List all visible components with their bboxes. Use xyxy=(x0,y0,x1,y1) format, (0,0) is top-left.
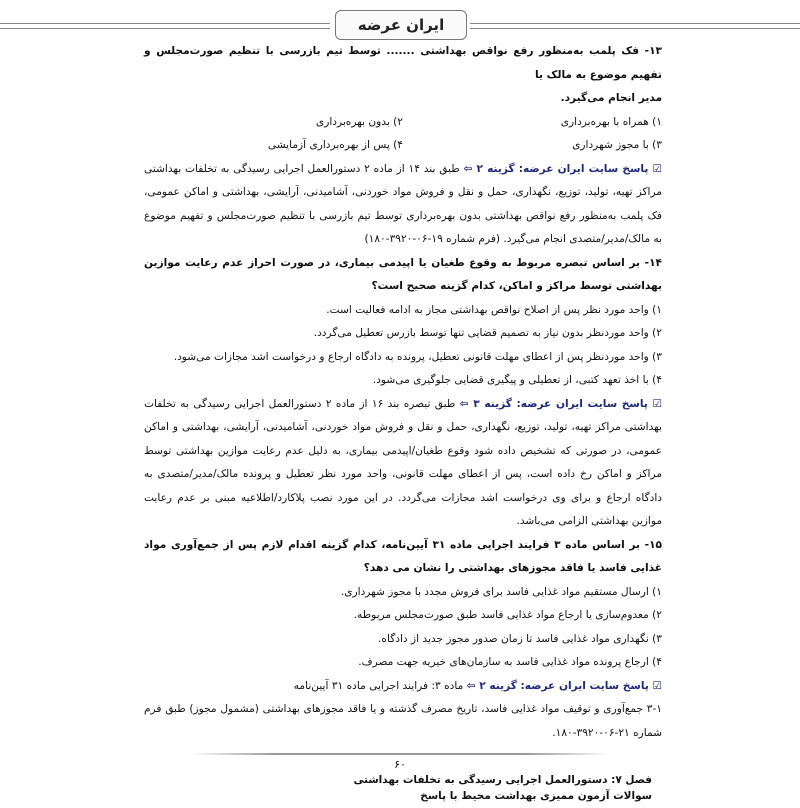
site-logo xyxy=(335,10,467,40)
option-3: ۳) با مجوز شهرداری xyxy=(572,139,662,151)
answer-label: ☑ پاسخ سایت ایران عرضه: گزینه ۲ ⇦ xyxy=(466,679,662,692)
question-13-cont: مدیر انجام می‌گیرد. xyxy=(560,92,662,104)
question-15: ۱۵- بر اساس ماده ۳ فرایند اجرایی ماده ۳۱ آیین‌نامه، کدام گزینه اقدام لازم پس از جمع‌آوری مواد غذایی فاسد یا فاقد مجوزهای بهداشتی را نشان می دهد؟ xyxy=(144,538,662,574)
header-divider xyxy=(470,23,800,29)
answer-14 xyxy=(144,393,662,534)
option-4: ۴) ارجاع پرونده مواد غذایی فاسد به سازمان‌های خیریه جهت مصرف. xyxy=(358,656,662,668)
question-text: ۱۳- فک پلمب به‌منظور رفع نواقص بهداشتی ....... توسط تیم بازرسی با تنظیم صورت‌مجلس و تفهیم موضوع به مالک یا xyxy=(144,45,662,81)
footer-divider xyxy=(190,753,610,755)
logo-text: ایران عرضه xyxy=(357,16,445,34)
answer-label: ☑ پاسخ سایت ایران عرضه: گزینه ۳ ⇦ xyxy=(459,397,662,410)
page-header xyxy=(0,8,800,38)
header-divider xyxy=(0,23,330,29)
option-4: ۴) با اخذ تعهد کتبی، از تعطیلی و پیگیری قضایی جلوگیری می‌شود. xyxy=(372,374,662,386)
answer-text: طبق بند ۱۴ از ماده ۲ دستورالعمل اجرایی رسیدگی به تخلفات بهداشتی مراکز تهیه، تولید، توزیع، نگهداری، حمل و نقل و فروش مواد خوردنی، آشامیدنی، آرایشی، بهداشتی و اماکن عمومی، فک پلمب به‌منظور رفع نواقص بهداشتی بدون بهره‌برداری توسط تیم بازرسی با تنظیم صورت‌مجلس و تفهیم موضوع به مالک/مدیر/متصدی انجام می‌گیرد. (فرم شماره ۱۹-۰۶-۳۹۲۰-۱۸۰) xyxy=(144,162,662,245)
answer-13 xyxy=(144,158,662,252)
question-13 xyxy=(144,40,662,87)
option-1: ۱) ارسال مستقیم مواد غذایی فاسد برای فروش مجدد با مجوز شهرداری. xyxy=(340,585,662,598)
answer-15 xyxy=(144,675,662,699)
answer-15-detail: ۳-۱ جمع‌آوری و توقیف مواد غذایی فاسد، تاریخ مصرف گذشته و یا فاقد مجوزهای بهداشتی (مشمول مجوز) طبق فرم شماره ۲۱-۰۶-۳۹۲۰-۱۸۰. xyxy=(144,703,662,739)
option-2: ۲) واحد موردنظر بدون نیاز به تصمیم قضایی تنها توسط بازرس تعطیل می‌گردد. xyxy=(313,327,662,339)
answer-text: طبق تبصره بند ۱۶ از ماده ۲ دستورالعمل اجرایی رسیدگی به تخلفات بهداشتی مراکز تهیه، تولید، توزیع، نگهداری، حمل و نقل و فروش مواد خوردنی، آشامیدنی، آرایشی، بهداشتی و اماکن عمومی، در صورتی که تشخیص داده شود وقوع طغیان/اپیدمی بیماری، به دلیل عدم رعایت موازین بهداشتی توسط مراکز و اماکن رخ داده است، پس از اعطای مهلت قانونی، واحد مورد نظر تعطیل و پرونده مالک/مدیر/متصدی به دادگاه ارجاع و برای وی درخواست اشد مجازات می‌گردد. در این مورد نصب پلاکارد/اطلاعیه مبنی بر عدم رعایت موازین بهداشتی الزامی می‌باشد. xyxy=(144,397,662,527)
options-row xyxy=(144,134,662,158)
footer-titles xyxy=(148,774,652,802)
page-footer xyxy=(0,753,800,802)
option-2: ۲) معدوم‌سازی یا ارجاع مواد غذایی فاسد طبق صورت‌مجلس مربوطه. xyxy=(353,609,662,621)
option-2: ۲) بدون بهره‌برداری xyxy=(315,115,403,128)
options-row xyxy=(144,111,662,135)
page-number: ۶۰ xyxy=(394,758,406,771)
book-title: سوالات آزمون ممیزی بهداشت محیط با پاسخ xyxy=(420,790,652,802)
option-1: ۱) واحد مورد نظر پس از اصلاح نواقص بهداشتی مجاز به ادامه فعالیت است. xyxy=(326,303,662,316)
answer-text: ماده ۳: فرایند اجرایی ماده ۳۱ آیین‌نامه xyxy=(293,679,467,692)
option-4: ۴) پس از بهره‌برداری آزمایشی xyxy=(267,139,403,151)
question-14: ۱۴- بر اساس تبصره مربوط به وقوع طغیان یا اپیدمی بیماری، در صورت احراز عدم رعایت موازین بهداشتی توسط مراکز و اماکن، کدام گزینه صحیح است؟ xyxy=(144,256,662,292)
option-3: ۳) نگهداری مواد غذایی فاسد تا زمان صدور مجوز جدید از دادگاه. xyxy=(378,632,662,645)
answer-label: ☑ پاسخ سایت ایران عرضه: گزینه ۲ ⇦ xyxy=(463,162,662,175)
option-3: ۳) واحد موردنظر پس از اعطای مهلت قانونی تعطیل، پرونده به دادگاه ارجاع و درخواست اشد مجازات می‌شود. xyxy=(173,350,662,363)
option-1: ۱) همراه با بهره‌برداری xyxy=(560,115,662,128)
page-content xyxy=(144,40,662,745)
chapter-title: فصل ۷: دستورالعمل اجرایی رسیدگی به تخلفات بهداشتی xyxy=(353,774,652,786)
